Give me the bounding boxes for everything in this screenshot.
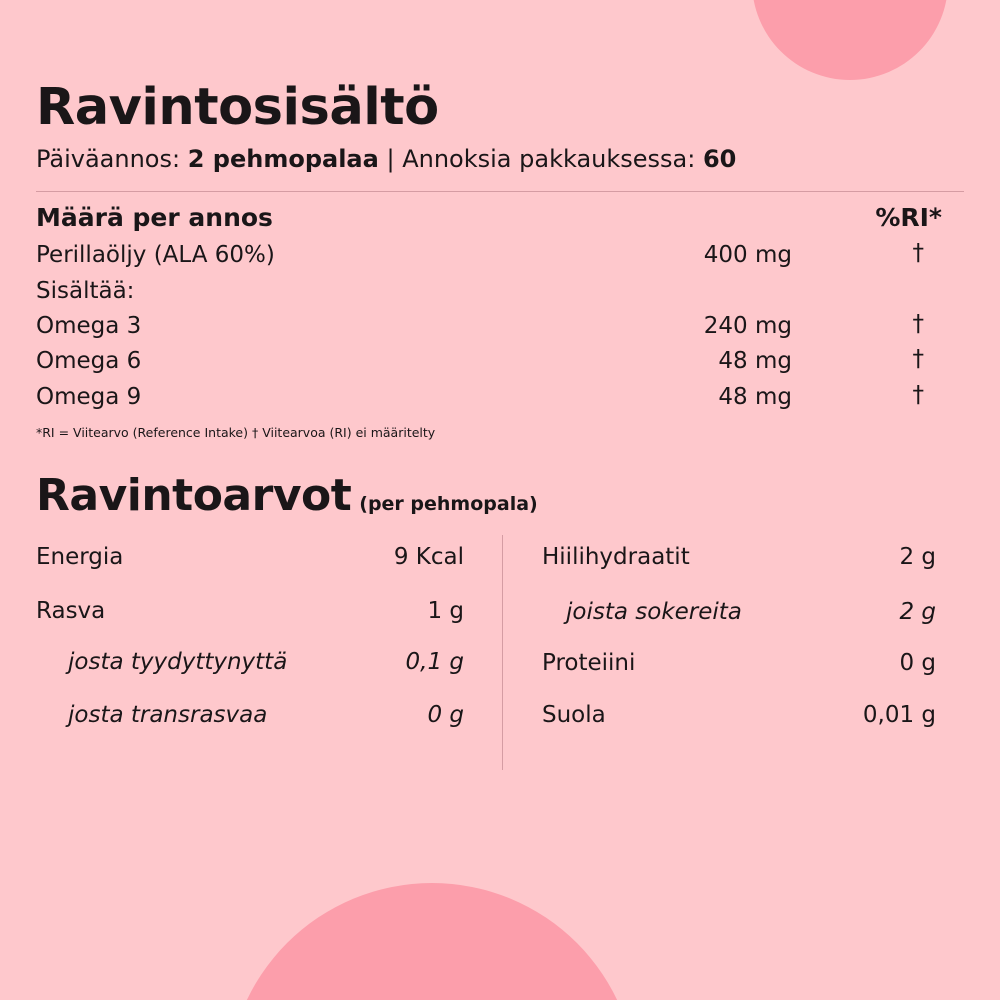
nutrition-row xyxy=(36,649,464,683)
amount-header-label: Määrä per annos xyxy=(36,203,273,232)
packs-value: 60 xyxy=(702,145,737,173)
nutrition-row xyxy=(542,599,936,633)
serving-separator: | xyxy=(386,145,395,173)
table-row xyxy=(36,313,942,347)
nutrition-value: 2 g xyxy=(899,544,936,570)
nutrition-value: 2 g xyxy=(899,599,936,625)
nutrition-row xyxy=(36,598,464,632)
nutrition-row xyxy=(36,702,464,736)
nutrition-row xyxy=(542,544,936,578)
ri-header-label: %RI* xyxy=(875,203,942,232)
nutrition-label: Hiilihydraatit xyxy=(542,544,690,570)
serving-label: Päiväannos: xyxy=(36,145,181,173)
row-label: Perillaöljy (ALA 60%) xyxy=(36,242,275,268)
row-amount: 240 mg xyxy=(703,313,792,339)
serving-value: 2 pehmopalaa xyxy=(187,145,379,173)
nutrition-row xyxy=(36,544,464,578)
row-amount: 48 mg xyxy=(718,384,792,410)
row-label: Sisältää: xyxy=(36,278,135,304)
decorative-circle-bottom xyxy=(227,883,637,1000)
table-row xyxy=(36,242,942,276)
table-row xyxy=(36,278,942,312)
packs-label: Annoksia pakkauksessa: xyxy=(402,145,696,173)
row-ri: † xyxy=(912,346,924,372)
nutrition-title xyxy=(36,470,538,521)
row-label: Omega 9 xyxy=(36,384,142,410)
nutrition-label: josta transrasvaa xyxy=(68,702,268,728)
row-ri: † xyxy=(912,311,924,337)
nutrition-value: 9 Kcal xyxy=(393,544,464,570)
row-ri: † xyxy=(912,382,924,408)
nutrition-subtitle: (per pehmopala) xyxy=(359,493,538,515)
column-divider xyxy=(502,535,503,770)
page-title: Ravintosisältö xyxy=(36,78,439,137)
nutrition-value: 0,01 g xyxy=(862,702,936,728)
nutrition-label: Energia xyxy=(36,544,124,570)
row-ri: † xyxy=(912,240,924,266)
nutrition-label: Rasva xyxy=(36,598,106,624)
nutrition-label: Proteiini xyxy=(542,650,636,676)
row-label: Omega 6 xyxy=(36,348,142,374)
nutrition-row xyxy=(542,650,936,684)
header-divider xyxy=(36,191,964,192)
row-amount: 400 mg xyxy=(703,242,792,268)
nutrition-value: 0 g xyxy=(899,650,936,676)
nutrition-title-text: Ravintoarvot xyxy=(36,470,352,521)
row-label: Omega 3 xyxy=(36,313,142,339)
nutrition-value: 1 g xyxy=(427,598,464,624)
nutrition-value: 0,1 g xyxy=(405,649,464,675)
table-row xyxy=(36,384,942,418)
amount-table-header xyxy=(36,203,942,237)
nutrition-label: josta tyydyttynyttä xyxy=(68,649,288,675)
table-row xyxy=(36,348,942,382)
nutrition-value: 0 g xyxy=(427,702,464,728)
ri-footnote: *RI = Viitearvo (Reference Intake) † Viitearvoa (RI) ei määritelty xyxy=(36,425,436,440)
row-amount: 48 mg xyxy=(718,348,792,374)
serving-info xyxy=(36,145,736,173)
nutrition-label: Suola xyxy=(542,702,606,728)
nutrition-row xyxy=(542,702,936,736)
nutrition-label: joista sokereita xyxy=(566,599,742,625)
decorative-circle-top xyxy=(752,0,948,80)
